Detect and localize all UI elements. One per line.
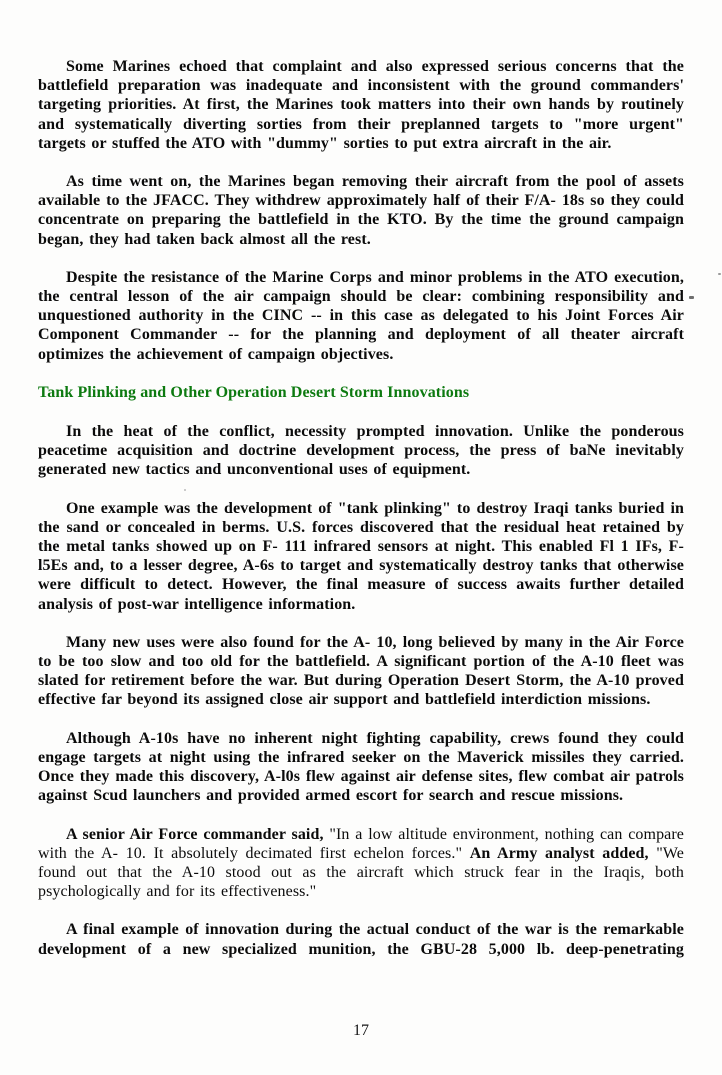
paragraph-innovation-intro: In the heat of the conflict, necessity prompted innovation. Unlike the ponderous peacetime acquisition and doctrine development process, the press of baNe inevitably generated new tactics and unconventional uses of equipment. xyxy=(38,423,684,479)
paragraph-a10-new-uses: Many new uses were also found for the A- 10, long believed by many in the Air Force to be too slow and too old for the battlefield. A significant portion of the A-10 fleet was slated for retirement before the war. But during Operation Desert Storm, the A-10 proved effective far beyond its assigned close air support and battlefield interdiction missions. xyxy=(38,633,684,709)
paragraph-central-lesson: Despite the resistance of the Marine Corps and minor problems in the ATO execution, the central lesson of the air campaign should be clear: combining responsibility and unquestioned authority in the CINC -- in this case as delegated to his Joint Forces Air Component Commander -- for the planning and deployment of all theater aircraft optimizes the achievement of campaign objectives. xyxy=(38,268,684,363)
paragraph-aircraft-withdrawal: As time went on, the Marines began removing their aircraft from the pool of assets available to the JFACC. They withdrew approximately half of their F/A- 18s so they could concentrate on preparing the battlefield in the KTO. By the time the ground campaign began, they had taken back almost all the rest. xyxy=(38,173,684,248)
quote-lead-in: A senior Air Force commander said, xyxy=(66,825,330,843)
paragraph-gbu28-intro: A final example of innovation during the actual conduct of the war is the remarkable development of a new specialized munition, the GBU-28 5,000 lb. deep-penetrating xyxy=(38,921,684,958)
paragraph-tank-plinking-example: One example was the development of "tank plinking" to destroy Iraqi tanks buried in the sand or concealed in berms. U.S. forces discovered that the residual heat retained by the metal tanks showed up on F- 111 infrared sensors at night. This enabled Fl 1 IFs, F-l5Es and, to a lesser degree, A-6s to target and systematically destroy tanks that otherwise were difficult to detect. However, the final measure of success awaits further detailed analysis of post-war intelligence information. xyxy=(38,499,684,613)
paragraph-commander-quotes xyxy=(38,825,684,902)
page-number: 17 xyxy=(353,1022,369,1039)
scan-speck xyxy=(718,273,721,275)
paragraph-a10-night-fighting: Although A-10s have no inherent night fighting capability, crews found they could engage targets at night using the infrared seeker on the Maverick missiles they carried. Once they made this discovery, A-l0s flew against air defense sites, flew combat air patrols against Scud launchers and provided armed escort for search and rescue missions. xyxy=(38,729,684,805)
quote-attribution: An Army analyst added, xyxy=(469,844,657,862)
paragraph-marines-complaint: Some Marines echoed that complaint and also expressed serious concerns that the battlefield preparation was inadequate and inconsistent with the ground commanders' targeting priorities. At first, the Marines took matters into their own hands by routinely and systematically diverting sorties from their preplanned targets to "more urgent" targets or stuffed the ATO with "dummy" sorties to put extra aircraft in the air. xyxy=(38,58,684,152)
scan-speck xyxy=(689,296,694,299)
text-column xyxy=(38,57,684,959)
quote-low-altitude: "In a low altitude environment, nothing can compare with the A- 10. It absolutely decimated first echelon forces." xyxy=(38,825,684,862)
scan-speck xyxy=(184,489,186,491)
section-heading-tank-plinking: Tank Plinking and Other Operation Desert Storm Innovations xyxy=(38,383,470,401)
quote-army-analyst: "We found out that the A-10 stood out as the aircraft which struck fear in the Iraqis, both psychologically and for its effectiveness." xyxy=(38,844,684,901)
